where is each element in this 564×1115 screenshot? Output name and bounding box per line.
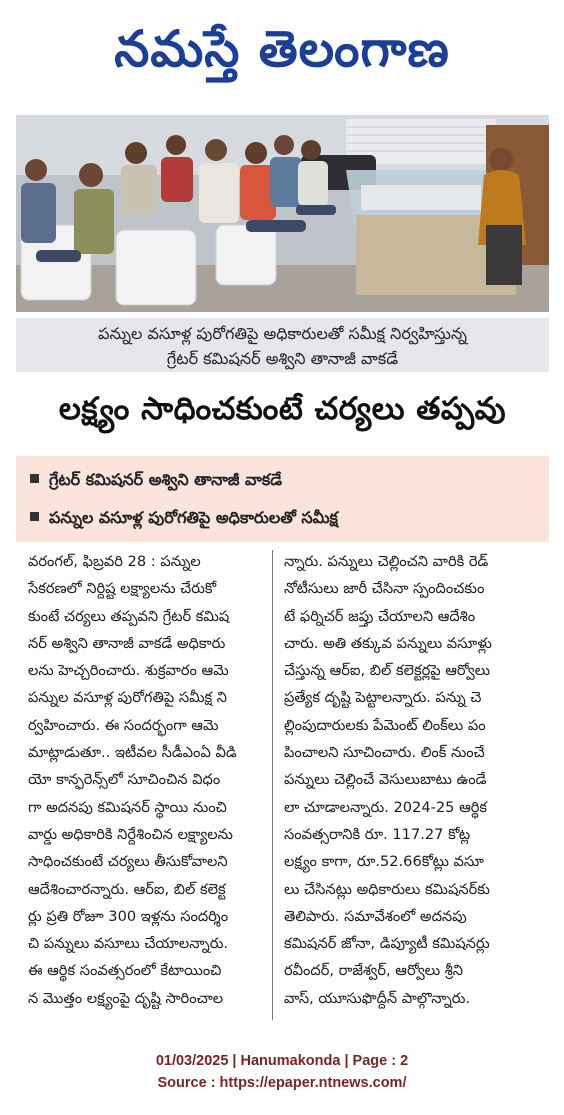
- text-line: గా అదనపు కమిషనర్ స్థాయి నుంచి: [28, 798, 227, 816]
- text-line: న మొత్తం లక్ష్యంపై దృష్టి సారించాల: [28, 989, 224, 1007]
- article-column-right: [284, 548, 534, 1012]
- text-line: పన్నుల వసూళ్ల పురోగతిపై సమీక్ష ని: [28, 689, 228, 707]
- text-line: చేస్తున్న ఆర్ఐ, బిల్ కలెక్టర్లపై ఆర్వోలు: [284, 662, 491, 680]
- text-line: వాస్, యూసుఫొద్దీన్ పాల్గొన్నారు.: [284, 989, 471, 1007]
- page-footer: [0, 1050, 564, 1094]
- text-line: యో కాన్ఫరెన్స్‌లో సూచించిన విధం: [28, 771, 221, 789]
- highlight-item: [30, 468, 282, 492]
- meeting-photo: [16, 115, 549, 312]
- text-line: లక్ష్యం కాగా, రూ.52.66కోట్లు వసూ: [284, 853, 484, 871]
- article-column-left: [28, 548, 278, 1012]
- article-headline: లక్ష్యం సాధించకుంటే చర్యలు తప్పవు: [58, 391, 507, 427]
- column-divider: [272, 550, 273, 1020]
- text-line: ర్వహించారు. ఈ సందర్భంగా ఆమె: [28, 716, 219, 734]
- text-line: రవీందర్, రాజేశ్వర్, ఆర్వోలు శ్రీని: [284, 962, 464, 980]
- text-line: లను హెచ్చరించారు. శుక్రవారం ఆమె: [28, 662, 229, 680]
- caption-line: పన్నుల వసూళ్ల పురోగతిపై అధికారులతో సమీక్ష నిర్వహిస్తున్న: [98, 324, 467, 343]
- text-line: నర్ అశ్విని తానాజీ వాకడే అధికారు: [28, 634, 226, 652]
- highlight-item: [30, 506, 338, 530]
- text-line: కుంటే చర్యలు తప్పవని గ్రేటర్ కమిష: [28, 607, 230, 625]
- source-link[interactable]: Source : https://epaper.ntnews.com/: [157, 1075, 407, 1091]
- text-line: సంవత్సరానికి రూ. 117.27 కోట్ల: [284, 825, 471, 843]
- text-line: సేకరణలో నిర్దిష్ట లక్ష్యాలను చేరుకో: [28, 580, 217, 598]
- highlights-box: [16, 456, 549, 542]
- text-line: లా చూడాలన్నారు. 2024-25 ఆర్థిక: [284, 798, 488, 816]
- caption-line: గ్రేటర్ కమిషనర్ అశ్విని తానాజీ వాకడే: [166, 349, 399, 368]
- newspaper-logo: నమస్తే తెలంగాణ: [114, 19, 450, 78]
- text-line: వరంగల్, ఫిబ్రవరి 28 : పన్నుల: [28, 553, 201, 570]
- text-line: తెలిపారు. సమావేశంలో అదనపు: [284, 907, 467, 925]
- text-line: సాధించకుంటే చర్యలు తీసుకోవాలని: [28, 853, 228, 871]
- text-line: ప్రత్యేక దృష్టి పెట్టాలన్నారు. పన్ను చె: [284, 689, 482, 707]
- text-line: న్నారు. పన్నులు చెల్లించని వారికి రెడ్: [284, 553, 489, 570]
- text-line: లు చేసినట్లు అధికారులు కమిషనర్‌కు: [284, 880, 490, 898]
- text-line: చి పన్నులు వసూలు చేయాలన్నారు.: [28, 935, 229, 953]
- highlight-text: గ్రేటర్ కమిషనర్ అశ్విని తానాజీ వాకడే: [49, 470, 283, 489]
- bullet-icon: [30, 474, 39, 483]
- text-line: ల్లింపుదారులకు పేమెంట్ లింక్‌లు పం: [284, 716, 486, 734]
- text-line: చారు. అతి తక్కువ పన్నులు వసూళ్లు: [284, 634, 492, 652]
- text-line: మాట్లాడుతూ.. ఇటీవల సీడీఎంఏ వీడి: [28, 744, 237, 762]
- highlight-text: పన్నుల వసూళ్ల పురోగతిపై అధికారులతో సమీక్ష: [49, 508, 338, 527]
- text-line: కమిషనర్ జోనా, డిప్యూటీ కమిషనర్లు: [284, 935, 490, 953]
- edition-info: 01/03/2025 | Hanumakonda | Page : 2: [155, 1053, 409, 1069]
- masthead: [0, 0, 564, 110]
- text-line: వార్డు అధికారికి నిర్దేశించిన లక్ష్యాలను: [28, 825, 233, 843]
- text-line: పన్నులు చెల్లించే వెసులుబాటు ఉండే: [284, 771, 487, 789]
- photo-caption: [16, 318, 549, 372]
- text-line: టే ఫర్నిచర్ జప్తు చేయాలని ఆదేశిం: [284, 607, 476, 625]
- bullet-icon: [30, 512, 39, 521]
- text-line: నోటీసులు జారీ చేసినా స్పందించకుం: [284, 580, 485, 598]
- text-line: ఈ ఆర్థిక సంవత్సరంలో కేటాయించి: [28, 962, 222, 980]
- text-line: ఆదేశించారన్నారు. ఆర్ఐ, బిల్ కలెక్ట: [28, 880, 226, 898]
- text-line: పించాలని సూచించారు. లింక్ నుంచే: [284, 744, 485, 762]
- text-line: ర్లు ప్రతి రోజూ 300 ఇళ్లను సందర్శిం: [28, 907, 229, 925]
